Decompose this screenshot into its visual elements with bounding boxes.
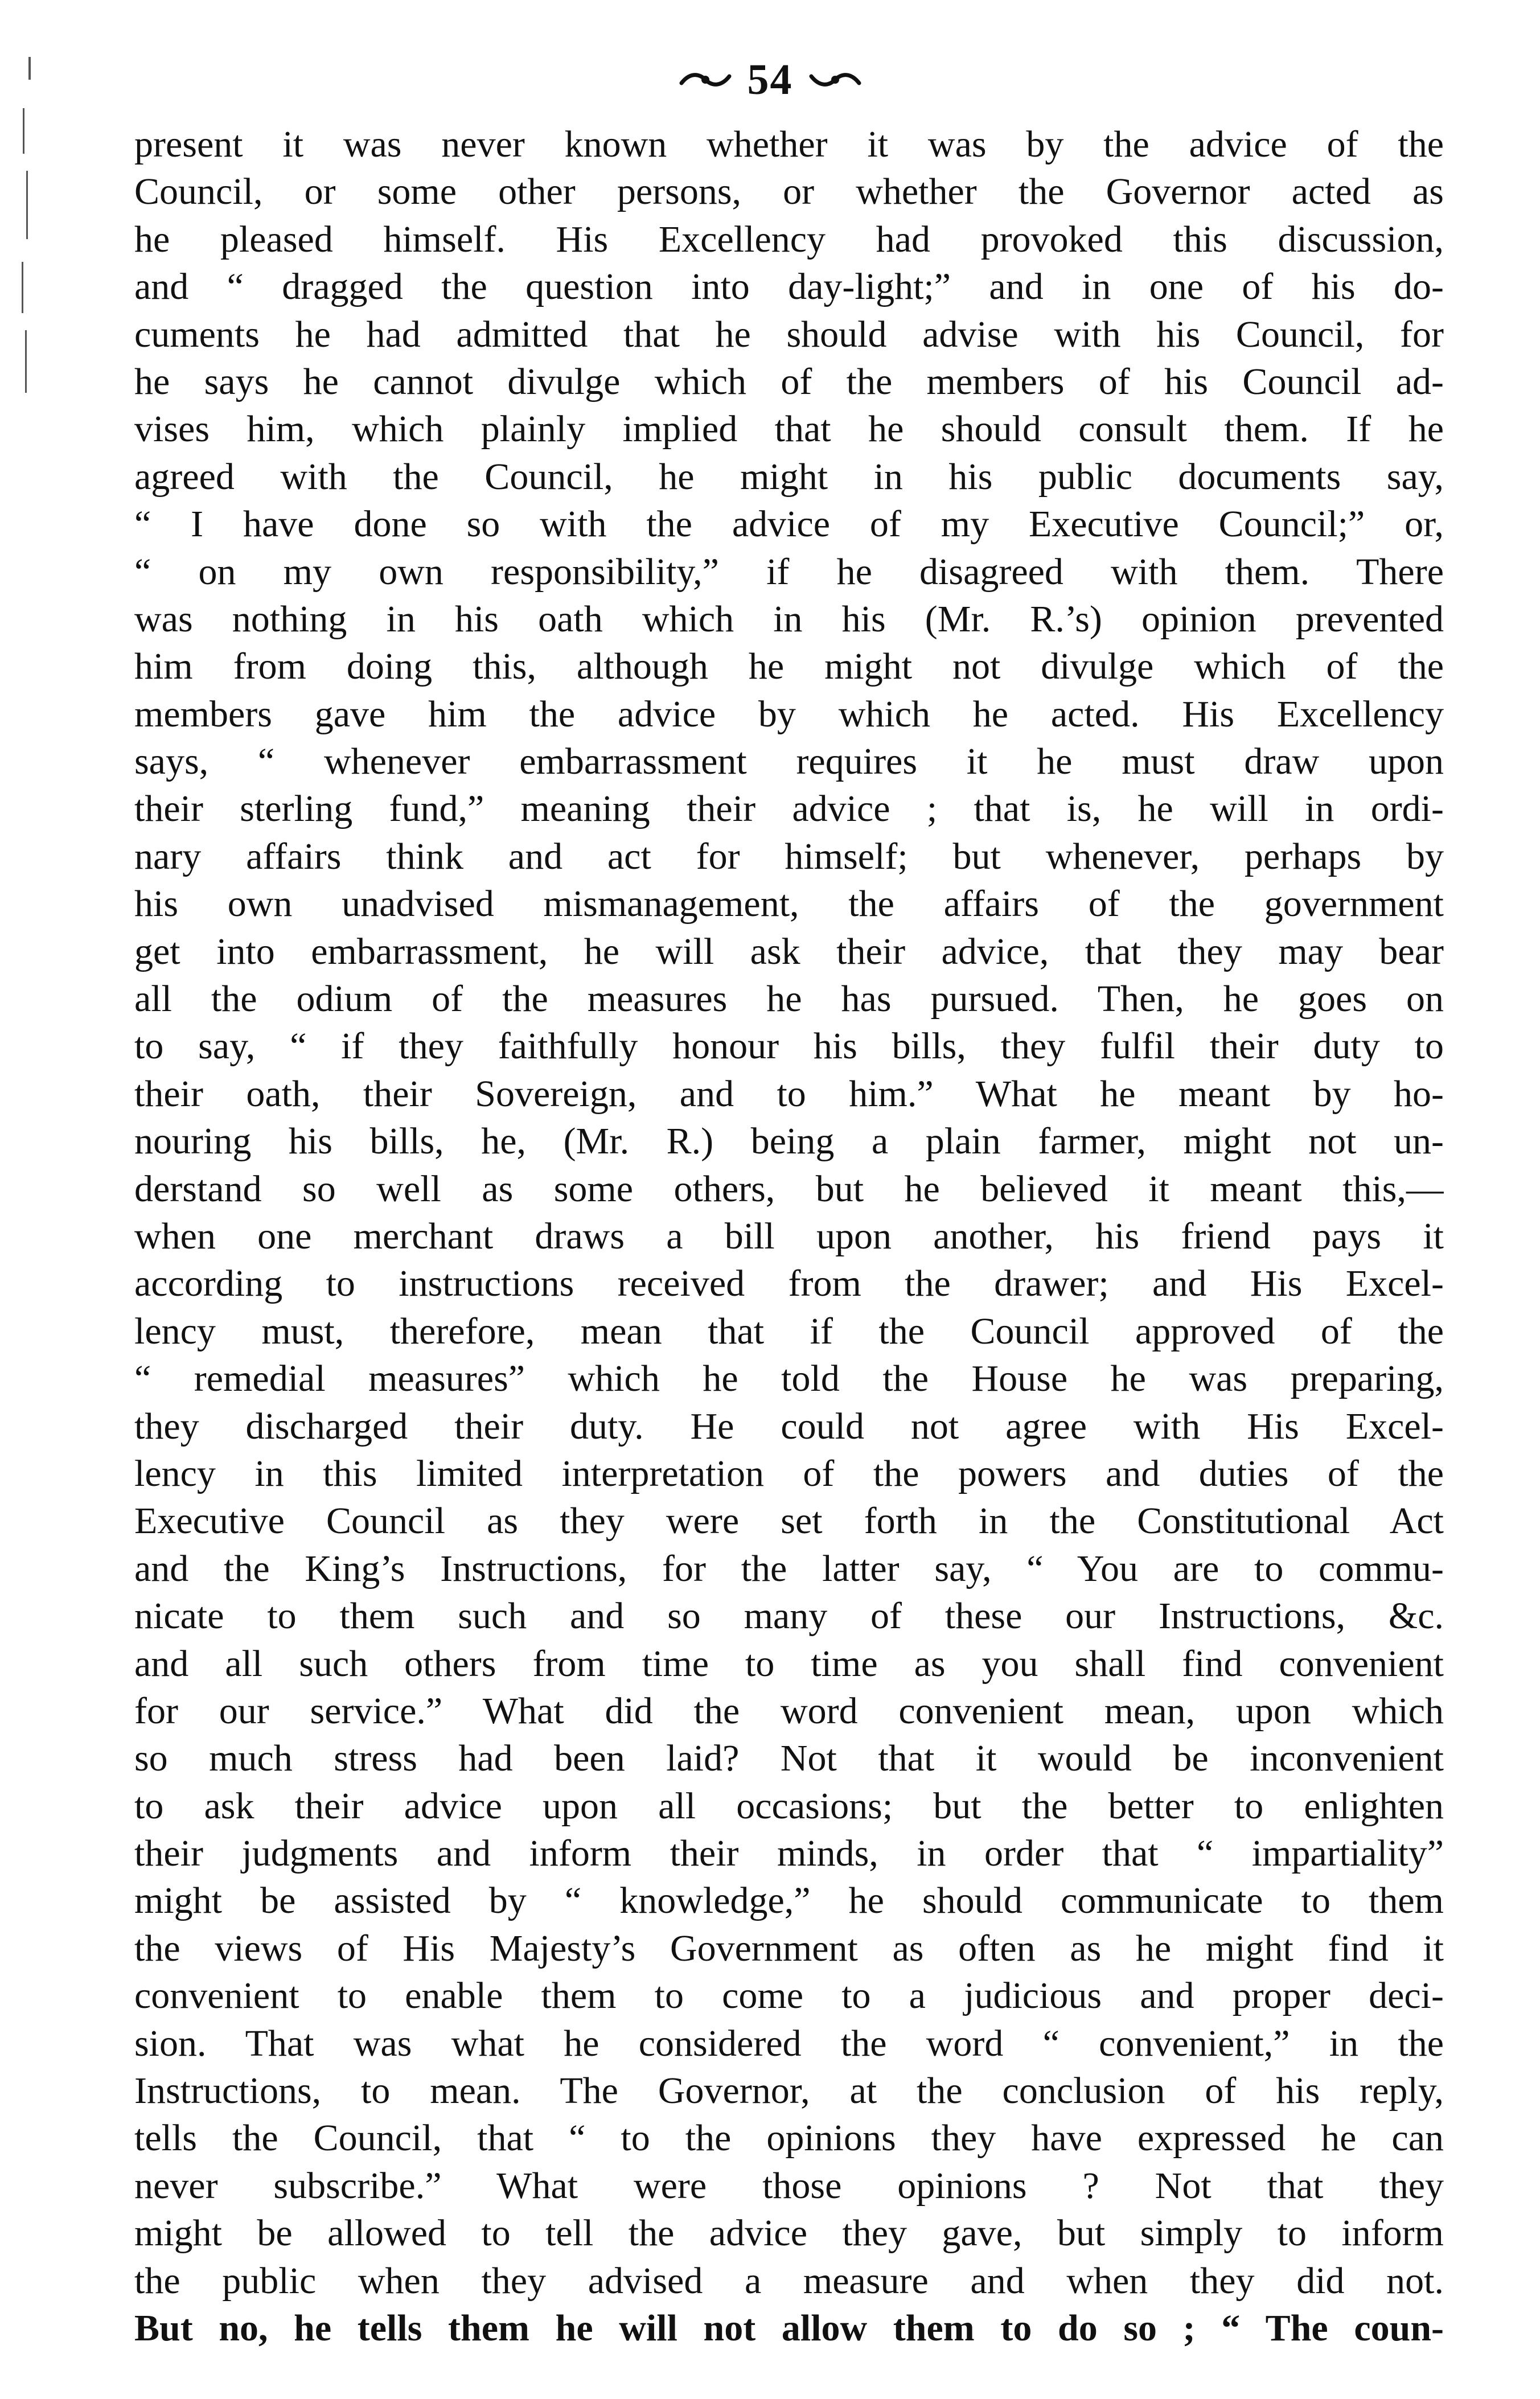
text-line: Executive Council as they were set forth in the Constitutional Act (134, 1500, 1444, 1542)
text-line: nouring his bills, he, (Mr. R.) being a plain farmer, might not un- (134, 1120, 1444, 1162)
left-ornament-icon (679, 69, 732, 90)
text-line: when one merchant draws a bill upon another, his friend pays it (134, 1215, 1444, 1257)
text-line: to say, “ if they faithfully honour his bills, they fulfil their duty to (134, 1025, 1444, 1067)
text-line: lency must, therefore, mean that if the Council approved of the (134, 1310, 1444, 1352)
text-line: “ remedial measures” which he told the House he was preparing, (134, 1358, 1444, 1400)
text-line: was nothing in his oath which in his (Mr. R.’s) opinion prevented (134, 598, 1444, 640)
page-number: 54 (747, 56, 793, 104)
text-line: vises him, which plainly implied that he should consult them. If he (134, 408, 1444, 450)
text-line: members gave him the advice by which he acted. His Excellency (134, 693, 1444, 735)
text-line: agreed with the Council, he might in his public documents say, (134, 455, 1444, 498)
text-line: never subscribe.” What were those opinions ? Not that they (134, 2164, 1444, 2207)
text-line: all the odium of the measures he has pursued. Then, he goes on (134, 978, 1444, 1020)
text-line: their judgments and inform their minds, in order that “ impartiality” (134, 1833, 1444, 1875)
text-line: sion. That was what he considered the word “ convenient,” in the (134, 2022, 1444, 2064)
text-line: his own unadvised mismanagement, the affairs of the government (134, 883, 1444, 925)
text-line: and “ dragged the question into day-light;” and in one of his do- (134, 266, 1444, 308)
text-line: their oath, their Sovereign, and to him.” What he meant by ho- (134, 1073, 1444, 1115)
text-line: him from doing this, although he might not divulge which of the (134, 646, 1444, 688)
text-line: derstand so well as some others, but he believed it meant this,— (134, 1168, 1444, 1210)
text-line: “ on my own responsibility,” if he disagreed with them. There (134, 551, 1444, 593)
text-line: nary affairs think and act for himself; but whenever, perhaps by (134, 835, 1444, 877)
text-line: cuments he had admitted that he should advise with his Council, for (134, 313, 1444, 355)
text-line: according to instructions received from the drawer; and His Excel- (134, 1263, 1444, 1305)
page-header (0, 54, 1540, 105)
text-line: he says he cannot divulge which of the members of his Council ad- (134, 360, 1444, 402)
right-ornament-icon (809, 69, 861, 90)
text-line: might be assisted by “ knowledge,” he should communicate to them (134, 1880, 1444, 1922)
text-line: But no, he tells them he will not allow them to do so ; “ The coun- (134, 2307, 1444, 2349)
margin-marks (6, 57, 46, 399)
text-line: says, “ whenever embarrassment requires it he must draw upon (134, 741, 1444, 783)
text-line: tells the Council, that “ to the opinions they have expressed he can (134, 2117, 1444, 2159)
text-line: get into embarrassment, he will ask their advice, that they may bear (134, 930, 1444, 972)
text-line: they discharged their duty. He could not agree with His Excel- (134, 1405, 1444, 1447)
text-line: the views of His Majesty’s Government as often as he might find it (134, 1927, 1444, 1969)
text-line: nicate to them such and so many of these our Instructions, &c. (134, 1595, 1444, 1637)
text-line: the public when they advised a measure and when they did not. (134, 2260, 1444, 2302)
body-text (134, 121, 1444, 2352)
text-line: and all such others from time to time as you shall find convenient (134, 1642, 1444, 1685)
text-line: lency in this limited interpretation of the powers and duties of the (134, 1452, 1444, 1494)
text-line: and the King’s Instructions, for the latter say, “ You are to commu- (134, 1547, 1444, 1589)
text-line: present it was never known whether it was by the advice of the (134, 124, 1444, 165)
text-line: “ I have done so with the advice of my Executive Council;” or, (134, 503, 1444, 545)
text-line: to ask their advice upon all occasions; but the better to enlighten (134, 1785, 1444, 1827)
text-line: for our service.” What did the word convenient mean, upon which (134, 1690, 1444, 1732)
text-line: he pleased himself. His Excellency had provoked this discussion, (134, 218, 1444, 260)
text-line: Instructions, to mean. The Governor, at the conclusion of his reply, (134, 2070, 1444, 2112)
text-line: Council, or some other persons, or whether the Governor acted as (134, 171, 1444, 213)
text-line: so much stress had been laid? Not that it would be inconvenient (134, 1737, 1444, 1780)
text-line: convenient to enable them to come to a judicious and proper deci- (134, 1975, 1444, 2017)
text-line: their sterling fund,” meaning their advice ; that is, he will in ordi- (134, 788, 1444, 830)
text-line: might be allowed to tell the advice they gave, but simply to inform (134, 2212, 1444, 2254)
